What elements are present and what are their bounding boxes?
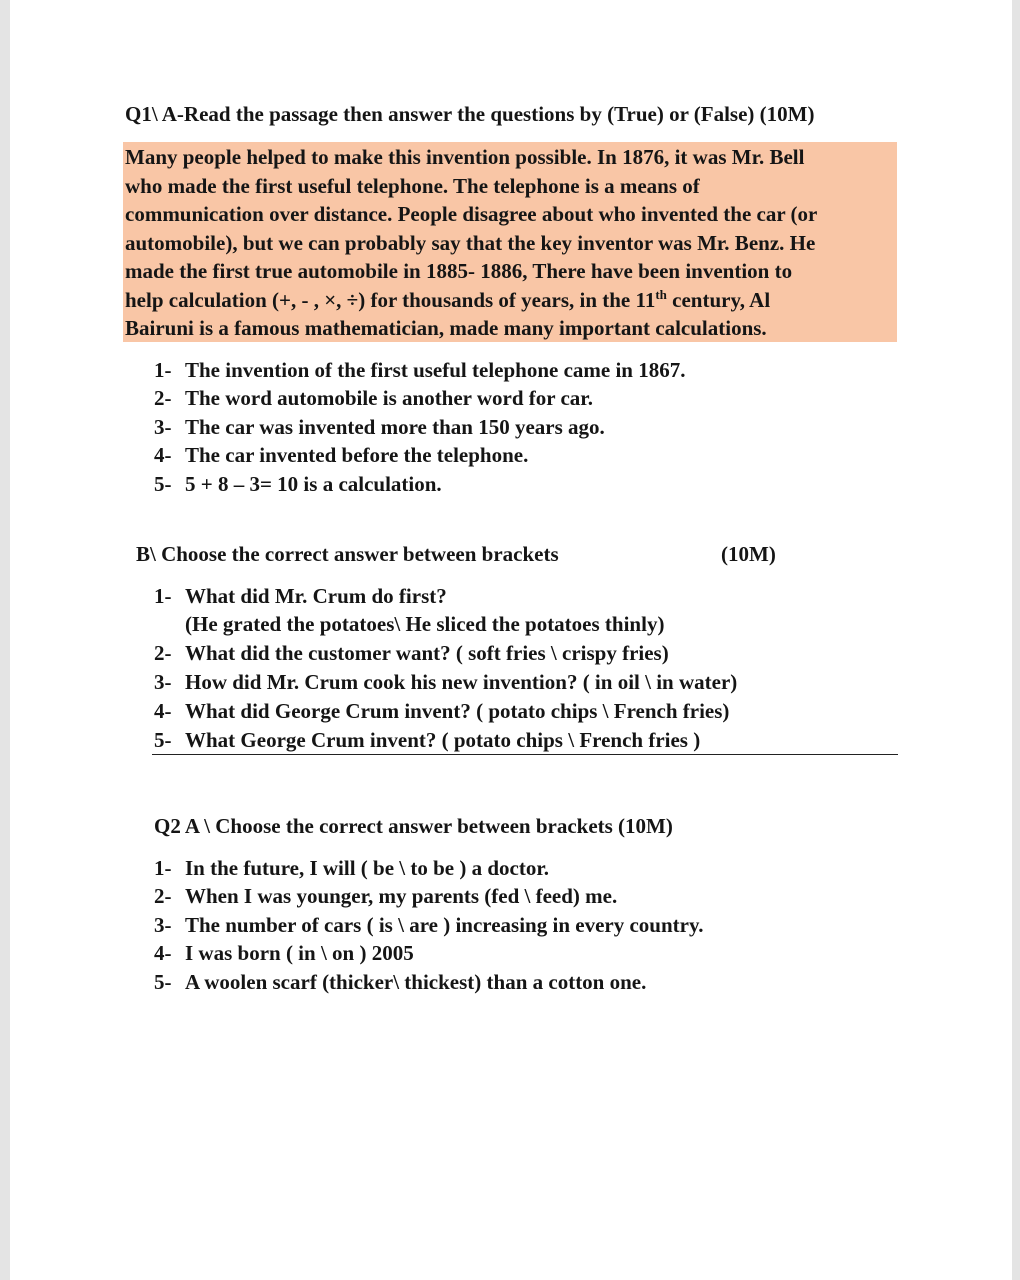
question-item [154,939,414,967]
statement-item [154,470,442,498]
q1-heading: Q1\ A-Read the passage then answer the questions by (True) or (False) (10M) [125,102,815,126]
item-number: 4- [154,941,172,965]
question-item [154,968,646,996]
item-text: The word automobile is another word for car. [185,386,593,410]
question-item [154,582,447,610]
reading-passage [123,142,897,342]
item-number: 1- [154,584,172,608]
question-item [154,911,704,939]
item-text: What did the customer want? ( soft fries \ crispy fries) [185,641,669,665]
q2-heading: Q2 A \ Choose the correct answer between brackets (10M) [154,814,673,838]
passage-line-text: help calculation (+, - , ×, ÷) for thousands of years, in the 11 [125,288,656,312]
item-number: 3- [154,913,172,937]
statement-item [154,413,605,441]
item-text: The car invented before the telephone. [185,443,529,467]
section-b-marks: (10M) [721,542,776,566]
ordinal-suffix: th [655,287,667,302]
item-number: 2- [154,884,172,908]
item-number: 5- [154,728,172,752]
question-options [154,610,664,638]
statement-item [154,356,685,384]
question-item [154,726,700,754]
section-b-heading: B\ Choose the correct answer between brackets [136,542,559,566]
item-text: I was born ( in \ on ) 2005 [185,941,414,965]
item-number: 3- [154,415,172,439]
item-number: 4- [154,699,172,723]
item-number: 5- [154,472,172,496]
item-number: 2- [154,641,172,665]
item-text: The invention of the first useful telephone came in 1867. [185,358,686,382]
item-number: 2- [154,386,172,410]
question-item [154,639,669,667]
passage-line: Many people helped to make this invention possible. In 1876, it was Mr. Bell [125,145,805,169]
question-item [154,854,549,882]
exam-page [10,0,1012,1280]
question-item [154,882,617,910]
item-text: What did Mr. Crum do first? [185,584,447,608]
item-number: 1- [154,358,172,382]
question-item [154,668,737,696]
passage-line: automobile), but we can probably say that the key inventor was Mr. Benz. He [125,231,816,255]
item-number: 3- [154,670,172,694]
section-divider [152,754,898,755]
statement-item [154,441,528,469]
passage-line: made the first true automobile in 1885- 1886, There have been invention to [125,259,793,283]
passage-line [125,286,770,314]
item-text: 5 + 8 – 3= 10 is a calculation. [185,472,442,496]
statement-item [154,384,593,412]
item-text: The number of cars ( is \ are ) increasing in every country. [185,913,704,937]
item-text: (He grated the potatoes\ He sliced the potatoes thinly) [185,612,665,636]
item-number: 4- [154,443,172,467]
item-number: 5- [154,970,172,994]
question-item [154,697,729,725]
item-text: The car was invented more than 150 years ago. [185,415,605,439]
item-text: When I was younger, my parents (fed \ feed) me. [185,884,618,908]
passage-line: Bairuni is a famous mathematician, made many important calculations. [125,316,767,340]
item-text: A woolen scarf (thicker\ thickest) than a cotton one. [185,970,647,994]
item-text: What George Crum invent? ( potato chips \ French fries ) [185,728,701,752]
passage-line: communication over distance. People disagree about who invented the car (or [125,202,818,226]
item-text: In the future, I will ( be \ to be ) a doctor. [185,856,549,880]
item-number: 1- [154,856,172,880]
item-text: What did George Crum invent? ( potato chips \ French fries) [185,699,730,723]
passage-line: who made the first useful telephone. The telephone is a means of [125,174,700,198]
item-text: How did Mr. Crum cook his new invention? ( in oil \ in water) [185,670,738,694]
passage-line-text: century, Al [666,288,771,312]
